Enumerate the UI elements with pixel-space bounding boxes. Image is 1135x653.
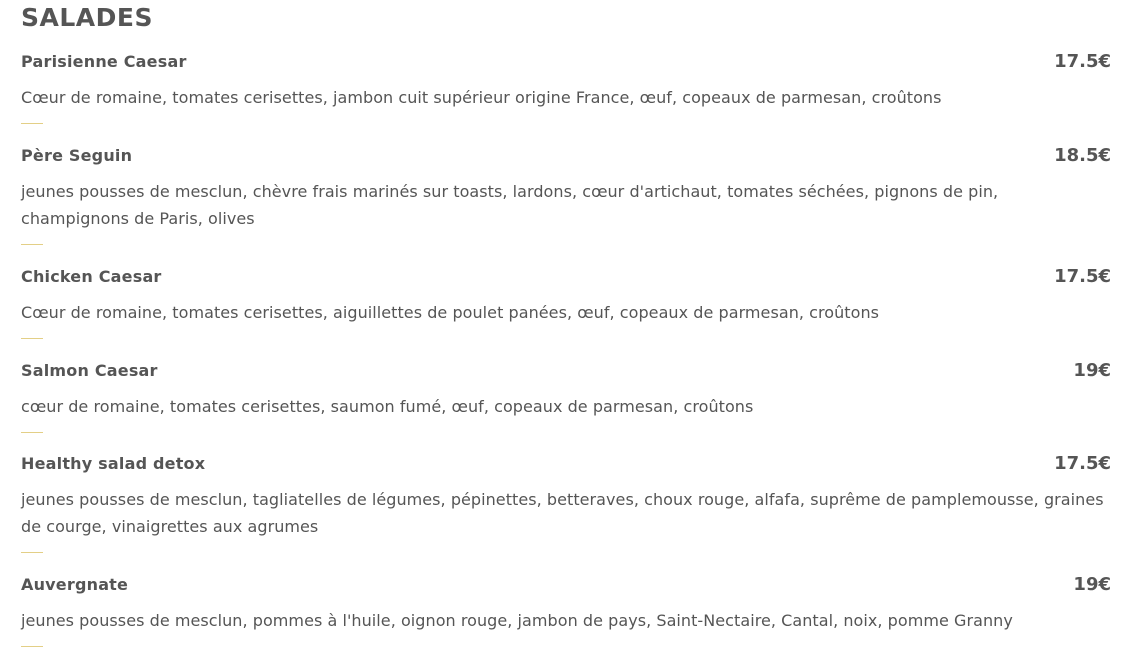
item-divider <box>21 552 43 553</box>
menu-item-header <box>21 452 1111 478</box>
menu-item-name: Salmon Caesar <box>21 361 158 380</box>
menu-item-price: 17.5€ <box>1054 51 1111 72</box>
menu-item-price: 18.5€ <box>1054 145 1111 166</box>
item-divider <box>21 646 43 647</box>
menu-item-description: jeunes pousses de mesclun, tagliatelles de légumes, pépinettes, betteraves, choux rouge, alfafa, suprême de pamplemousse, graines de courge, vinaigrettes aux agrumes <box>21 490 1104 536</box>
menu-item-header <box>21 265 1111 291</box>
section-title: SALADES <box>21 3 153 32</box>
item-divider <box>21 123 43 124</box>
menu-item-name: Père Seguin <box>21 146 133 165</box>
menu-item-description: cœur de romaine, tomates cerisettes, saumon fumé, œuf, copeaux de parmesan, croûtons <box>21 397 754 416</box>
menu-item-header <box>21 359 1111 385</box>
menu-item-price: 19€ <box>1073 574 1111 595</box>
item-divider <box>21 432 43 433</box>
menu-item-header <box>21 50 1111 76</box>
menu-item-description: jeunes pousses de mesclun, pommes à l'huile, oignon rouge, jambon de pays, Saint-Nectaire, Cantal, noix, pomme Granny <box>21 611 1013 630</box>
menu-item-name: Auvergnate <box>21 575 129 594</box>
item-divider <box>21 338 43 339</box>
menu-item-name: Parisienne Caesar <box>21 52 187 71</box>
item-divider <box>21 244 43 245</box>
menu-item-auvergnate <box>21 573 1111 647</box>
menu-item-pere-seguin <box>21 144 1111 245</box>
menu-item-description: Cœur de romaine, tomates cerisettes, aiguillettes de poulet panées, œuf, copeaux de parmesan, croûtons <box>21 303 880 322</box>
menu-item-name: Chicken Caesar <box>21 267 162 286</box>
menu-item-parisienne-caesar <box>21 50 1111 124</box>
menu-item-price: 17.5€ <box>1054 266 1111 287</box>
menu-item-chicken-caesar <box>21 265 1111 339</box>
menu-item-header <box>21 144 1111 170</box>
menu-item-header <box>21 573 1111 599</box>
menu-item-description: jeunes pousses de mesclun, chèvre frais marinés sur toasts, lardons, cœur d'artichaut, tomates séchées, pignons de pin, champignons de Paris, olives <box>21 182 999 228</box>
menu-item-name: Healthy salad detox <box>21 454 206 473</box>
menu-item-price: 19€ <box>1073 360 1111 381</box>
menu-item-salmon-caesar <box>21 359 1111 433</box>
menu-item-description: Cœur de romaine, tomates cerisettes, jambon cuit supérieur origine France, œuf, copeaux de parmesan, croûtons <box>21 88 942 107</box>
menu-item-healthy-salad-detox <box>21 452 1111 553</box>
menu-item-price: 17.5€ <box>1054 453 1111 474</box>
